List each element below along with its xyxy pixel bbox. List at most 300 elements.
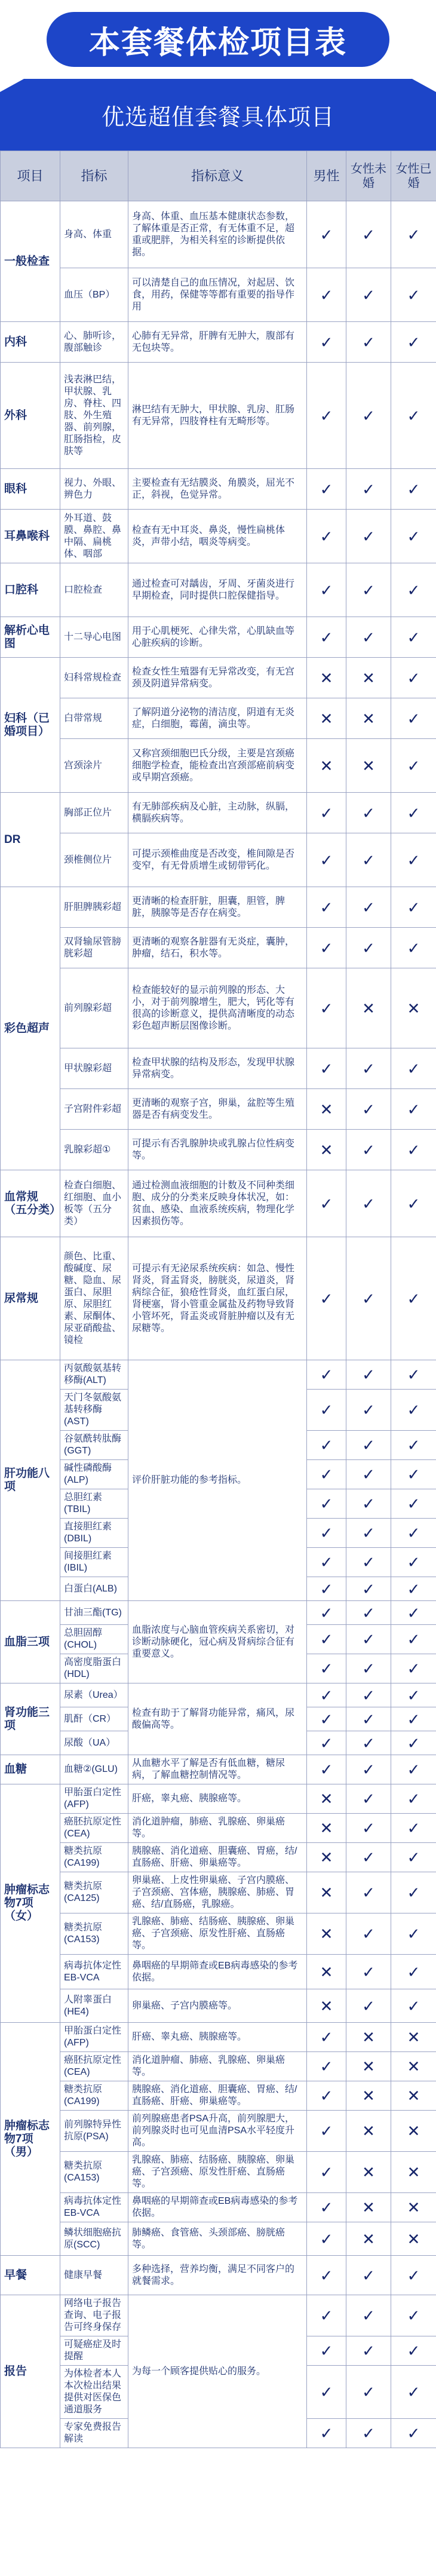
indicator-cell: 谷氨酰转肽酶(GGT) [60,1431,128,1460]
check-icon-male: ✓ [307,1625,346,1654]
meaning-cell: 乳腺癌、肺癌、结肠癌、胰腺癌、卵巢癌、子宫颈癌、原发性肝癌、直肠癌等。 [128,1913,307,1955]
indicator-cell: 糖类抗原(CA153) [60,2152,128,2193]
check-icon-female-unmarried: ✓ [346,928,391,968]
indicator-cell: 专家免费报告解读 [60,2419,128,2448]
project-cell: 外科 [1,363,60,469]
check-icon-female-unmarried: ✓ [346,1731,391,1755]
cross-icon-female-married: ✕ [391,2052,436,2081]
check-icon-male: ✓ [307,1048,346,1089]
check-icon-female-married: ✓ [391,1170,436,1237]
check-icon-female-married: ✓ [391,469,436,510]
check-icon-male: ✓ [307,1237,346,1360]
check-icon-female-married: ✓ [391,510,436,563]
indicator-cell: 总胆红素(TBIL) [60,1489,128,1519]
check-icon-female-married: ✓ [391,2256,436,2295]
table-header-row [1,151,436,201]
cross-icon-female-unmarried: ✕ [346,2023,391,2052]
meaning-cell: 检查有助于了解肾功能异常，痛风，尿酸偏高等。 [128,1683,307,1755]
header-female-unmarried: 女性未婚 [346,151,391,201]
check-icon-male: ✓ [307,2111,346,2152]
check-icon-male: ✓ [307,1460,346,1489]
check-icon-female-married: ✓ [391,2366,436,2419]
project-cell: 耳鼻喉科 [1,510,60,563]
table-row [1,1755,436,1784]
meaning-cell: 更清晰的观察子宫，卵巢，盆腔等生殖器是否有病变发生。 [128,1089,307,1130]
indicator-cell: 肝胆脾胰彩超 [60,887,128,928]
check-icon-female-unmarried: ✓ [346,1237,391,1360]
meaning-cell: 多种选择，营养均衡，满足不同客户的就餐需求。 [128,2256,307,2295]
meaning-cell: 血脂浓度与心脑血管疾病关系密切，对诊断动脉硬化，冠心病及肾病综合征有重要意义。 [128,1601,307,1683]
check-icon-male: ✓ [307,1170,346,1237]
check-icon-male: ✓ [307,968,346,1048]
table-row [1,510,436,563]
check-icon-male: ✓ [307,1431,346,1460]
check-icon-male: ✓ [307,2081,346,2111]
meaning-cell: 乳腺癌、肺癌、结肠癌、胰腺癌、卵巢癌、子宫颈癌、原发性肝癌、直肠癌等。 [128,2152,307,2193]
project-cell: DR [1,793,60,887]
cross-icon-female-married: ✕ [391,2222,436,2256]
table-row [1,1130,436,1170]
check-icon-female-unmarried: ✓ [346,1707,391,1731]
check-icon-male: ✓ [307,563,346,617]
indicator-cell: 人附睾蛋白(HE4) [60,1989,128,2023]
cross-icon-female-unmarried: ✕ [346,2193,391,2222]
check-icon-female-married: ✓ [391,322,436,363]
check-icon-male: ✓ [307,2152,346,2193]
check-icon-female-unmarried: ✓ [346,2366,391,2419]
indicator-cell: 前列腺特异性抗原(PSA) [60,2111,128,2152]
table-row [1,658,436,698]
check-icon-male: ✓ [307,1707,346,1731]
exam-items-table [0,151,436,2448]
check-icon-female-unmarried: ✓ [346,793,391,833]
indicator-cell: 间接胆红素(IBIL) [60,1548,128,1577]
indicator-cell: 为体检者本人本次检出结果提供对医保色通道服务 [60,2366,128,2419]
check-icon-male: ✓ [307,1755,346,1784]
indicator-cell: 糖类抗原(CA199) [60,1843,128,1872]
check-icon-female-married: ✓ [391,1784,436,1814]
table-row [1,2193,436,2222]
check-icon-male: ✓ [307,2366,346,2419]
check-icon-female-unmarried: ✓ [346,833,391,887]
meaning-cell: 可提示有否乳腺肿块或乳腺占位性病变等。 [128,1130,307,1170]
banner-corner-right [412,79,436,92]
check-icon-female-married: ✓ [391,1237,436,1360]
check-icon-female-unmarried: ✓ [346,2419,391,2448]
meaning-cell: 淋巴结有无肿大，甲状腺、乳房、肛肠有无异常，四肢脊柱有无畸形等。 [128,363,307,469]
check-icon-female-unmarried: ✓ [346,1872,391,1913]
meaning-cell: 鼻咽癌的早期筛查或EB病毒感染的参考依据。 [128,1955,307,1989]
indicator-cell: 子宫附件彩超 [60,1089,128,1130]
meaning-cell: 通过检测血液细胞的计数及不同种类细胞、成分的分类来反映身体状况，如：贫血、感染、血液系统疾病，物理化学因素损伤等。 [128,1170,307,1237]
check-icon-male: ✓ [307,2052,346,2081]
check-icon-female-unmarried: ✓ [346,1913,391,1955]
indicator-cell: 丙氨酸氨基转移酶(ALT) [60,1360,128,1390]
check-icon-female-unmarried: ✓ [346,1170,391,1237]
cross-icon-female-unmarried: ✕ [346,658,391,698]
project-cell: 口腔科 [1,563,60,617]
indicator-cell: 碱性磷酸酶(ALP) [60,1460,128,1489]
check-icon-male: ✓ [307,1654,346,1683]
meaning-cell: 肝癌，睾丸癌、胰腺癌等。 [128,1784,307,1814]
check-icon-female-unmarried: ✓ [346,2256,391,2295]
header-male: 男性 [307,151,346,201]
check-icon-female-unmarried: ✓ [346,1360,391,1390]
check-icon-female-unmarried: ✓ [346,1519,391,1548]
check-icon-female-unmarried: ✓ [346,1431,391,1460]
indicator-cell: 视力、外眼、辨色力 [60,469,128,510]
check-icon-female-married: ✓ [391,1548,436,1577]
project-cell: 肿瘤标志物7项（女） [1,1784,60,2023]
meaning-cell: 卵巢癌、上皮性卵巢癌、子宫内膜癌、子宫颈癌、宫体癌，胰腺癌、肺癌、胃癌、结/直肠癌，乳腺癌。 [128,1872,307,1913]
meaning-cell: 肺鳞癌、食管癌、头颈部癌、膀胱癌等。 [128,2222,307,2256]
indicator-cell: 甲状腺彩超 [60,1048,128,1089]
header-meaning: 指标意义 [128,151,307,201]
meaning-cell: 了解阴道分泌物的清洁度，阴道有无炎症，白细胞，霉菌，滴虫等。 [128,698,307,739]
check-icon-female-unmarried: ✓ [346,1130,391,1170]
meaning-cell: 可以清楚自己的血压情况，対起居、饮食，用药，保健等等都有重要的指导作用 [128,268,307,322]
check-icon-female-unmarried: ✓ [346,2336,391,2366]
cross-icon-male: ✕ [307,1843,346,1872]
indicator-cell: 口腔检查 [60,563,128,617]
indicator-cell: 可疑癌症及时提醒 [60,2336,128,2366]
meaning-cell: 消化道肿瘤，肺癌、乳腺癌、卵巢癌等。 [128,1814,307,1843]
meaning-cell: 又称宫颈细胞巴氏分级，主要是宫颈癌细胞学检查，能检查出宫颈部癌前病变或早期宫颈癌。 [128,739,307,793]
project-cell: 血常规（五分类） [1,1170,60,1237]
cross-icon-female-unmarried: ✕ [346,2052,391,2081]
indicator-cell: 血压（BP） [60,268,128,322]
check-icon-male: ✓ [307,2222,346,2256]
table-row [1,1089,436,1130]
indicator-cell: 尿素（Urea） [60,1683,128,1707]
check-icon-female-unmarried: ✓ [346,1843,391,1872]
indicator-cell: 血糖②(GLU) [60,1755,128,1784]
indicator-cell: 甘油三酯(TG) [60,1601,128,1625]
cross-icon-male: ✕ [307,1913,346,1955]
indicator-cell: 直接胆红素(DBIL) [60,1519,128,1548]
check-icon-female-unmarried: ✓ [346,1755,391,1784]
check-icon-female-married: ✓ [391,1601,436,1625]
cross-icon-female-unmarried: ✕ [346,698,391,739]
meaning-cell: 检查能较好的显示前列腺的形态、大小，对于前列腺增生，肥大，钙化等有很高的诊断意义，提供高清晰度的动态彩色超声断层图像诊断。 [128,968,307,1048]
table-row [1,793,436,833]
meaning-cell: 检查甲状腺的结构及形态，发现甲状腺异常病变。 [128,1048,307,1089]
cross-icon-male: ✕ [307,1814,346,1843]
indicator-cell: 癌胚抗原定性(CEA) [60,1814,128,1843]
check-icon-male: ✓ [307,268,346,322]
header-female-married: 女性已婚 [391,151,436,201]
check-icon-male: ✓ [307,1390,346,1431]
project-cell: 肿瘤标志物7项（男） [1,2023,60,2256]
check-icon-female-unmarried: ✓ [346,201,391,268]
meaning-cell: 消化道肿瘤、肺癌、乳腺癌、卵巢癌等。 [128,2052,307,2081]
cross-icon-male: ✕ [307,1130,346,1170]
meaning-cell: 胰腺癌、消化道癌、胆囊癌、胃癌、结/直肠癌、肝癌、卵巢癌等。 [128,2081,307,2111]
check-icon-female-married: ✓ [391,363,436,469]
meaning-cell: 可提示有无泌尿系统疾病：如急、慢性肾炎，肾盂肾炎，膀胱炎，尿道炎，肾病综合征，狼疮性肾炎，血红蛋白尿，肾梗塞，肾小管重金属盐及药物导致肾小管坏死，肾盂炎或肾脏肿瘤以及有无尿糖等。 [128,1237,307,1360]
check-icon-female-married: ✓ [391,739,436,793]
cross-icon-female-unmarried: ✕ [346,2222,391,2256]
check-icon-male: ✓ [307,1683,346,1707]
table-row [1,363,436,469]
cross-icon-female-married: ✕ [391,2111,436,2152]
check-icon-female-married: ✓ [391,928,436,968]
meaning-cell: 通过检查可对龋齿，牙周、牙菌炎进行早期检查，同时提供口腔保健指导。 [128,563,307,617]
table-row [1,2111,436,2152]
check-icon-female-married: ✓ [391,1654,436,1683]
check-icon-male: ✓ [307,1577,346,1601]
check-icon-female-unmarried: ✓ [346,617,391,658]
meaning-cell: 评价肝脏功能的参考指标。 [128,1360,307,1601]
table-row [1,2023,436,2052]
title-header [0,0,436,79]
project-cell: 血糖 [1,1755,60,1784]
table-row [1,563,436,617]
project-cell: 肝功能八项 [1,1360,60,1601]
indicator-cell: 宫颈涂片 [60,739,128,793]
check-icon-female-married: ✓ [391,1390,436,1431]
table-row [1,1170,436,1237]
indicator-cell: 高密度脂蛋白(HDL) [60,1654,128,1683]
check-icon-male: ✓ [307,2336,346,2366]
check-icon-female-married: ✓ [391,1360,436,1390]
check-icon-female-unmarried: ✓ [346,268,391,322]
table-row [1,1843,436,1872]
table-row [1,268,436,322]
check-icon-female-married: ✓ [391,1489,436,1519]
check-icon-female-unmarried: ✓ [346,1390,391,1431]
indicator-cell: 身高、体重 [60,201,128,268]
project-cell: 妇科（已婚项目） [1,658,60,793]
check-icon-female-married: ✓ [391,1955,436,1989]
cross-icon-male: ✕ [307,1989,346,2023]
meaning-cell: 检查女性生殖器有无异常改变，有无宫颈及阴道异常病变。 [128,658,307,698]
table-row [1,322,436,363]
check-icon-female-unmarried: ✓ [346,1625,391,1654]
check-icon-male: ✓ [307,322,346,363]
cross-icon-male: ✕ [307,1955,346,1989]
meaning-cell: 更清晰的检查肝脏，胆囊，胆管，脾脏，胰腺等是否存在病变。 [128,887,307,928]
indicator-cell: 十二导心电图 [60,617,128,658]
table-row [1,2052,436,2081]
meaning-cell: 检查有无中耳炎、鼻炎，慢性扁桃体炎，声带小结，咽炎等病变。 [128,510,307,563]
table-row [1,1872,436,1913]
meaning-cell: 鼻咽癌的早期筛查或EB病毒感染的参考依据。 [128,2193,307,2222]
table-body [1,201,436,2448]
check-icon-male: ✓ [307,2256,346,2295]
cross-icon-female-married: ✕ [391,968,436,1048]
check-icon-male: ✓ [307,1601,346,1625]
cross-icon-female-married: ✕ [391,2193,436,2222]
project-cell: 解析心电图 [1,617,60,658]
indicator-cell: 白带常规 [60,698,128,739]
project-cell: 尿常规 [1,1237,60,1360]
cross-icon-female-unmarried: ✕ [346,739,391,793]
check-icon-female-married: ✓ [391,1130,436,1170]
check-icon-male: ✓ [307,1548,346,1577]
check-icon-female-married: ✓ [391,1683,436,1707]
project-cell: 血脂三项 [1,1601,60,1683]
indicator-cell: 肌酐（CR） [60,1707,128,1731]
project-cell: 内科 [1,322,60,363]
check-icon-female-married: ✓ [391,1089,436,1130]
indicator-cell: 病毒抗体定性EB-VCA [60,2193,128,2222]
meaning-cell: 有无肺部疾病及心脏，主动脉，纵膈，横膈疾病等。 [128,793,307,833]
subtitle-banner [0,79,436,151]
table-row [1,1989,436,2023]
check-icon-female-unmarried: ✓ [346,1814,391,1843]
project-cell: 早餐 [1,2256,60,2295]
check-icon-female-married: ✓ [391,1814,436,1843]
check-icon-male: ✓ [307,2023,346,2052]
check-icon-female-married: ✓ [391,1519,436,1548]
meaning-cell: 用于心肌梗死、心律失常，心肌缺血等心脏疾病的诊断。 [128,617,307,658]
indicator-cell: 糖类抗原(CA153) [60,1913,128,1955]
table-row [1,469,436,510]
cross-icon-male: ✕ [307,1089,346,1130]
cross-icon-male: ✕ [307,1784,346,1814]
header-indicator: 指标 [60,151,128,201]
check-icon-female-married: ✓ [391,1989,436,2023]
cross-icon-female-married: ✕ [391,2023,436,2052]
indicator-cell: 心、肺听诊，腹部触诊 [60,322,128,363]
project-cell: 肾功能三项 [1,1683,60,1755]
meaning-cell: 从血糖水平了解是否有低血糖，糖尿病，了解血糖控制情况等。 [128,1755,307,1784]
indicator-cell: 糖类抗原(CA125) [60,1872,128,1913]
indicator-cell: 胸部正位片 [60,793,128,833]
check-icon-female-married: ✓ [391,563,436,617]
check-icon-female-unmarried: ✓ [346,563,391,617]
table-row [1,1784,436,1814]
project-cell: 报告 [1,2295,60,2448]
check-icon-male: ✓ [307,833,346,887]
indicator-cell: 健康早餐 [60,2256,128,2295]
table-row [1,1601,436,1625]
header-project: 项目 [1,151,60,201]
table-row [1,1955,436,1989]
indicator-cell: 浅表淋巴结，甲状腺、乳房、脊柱、四肢、外生殖器、前列腺，肛肠指检，皮肤等 [60,363,128,469]
check-icon-female-married: ✓ [391,887,436,928]
check-icon-female-married: ✓ [391,2295,436,2336]
cross-icon-female-married: ✕ [391,2081,436,2111]
check-icon-female-unmarried: ✓ [346,322,391,363]
check-icon-female-married: ✓ [391,617,436,658]
project-cell: 彩色超声 [1,887,60,1170]
check-icon-female-unmarried: ✓ [346,1683,391,1707]
check-icon-male: ✓ [307,2419,346,2448]
meaning-cell: 身高、体重、血压基本健康状态参数，了解体重是否正常，有无体重不足，超重或肥胖，为相关科室的诊断提供依据。 [128,201,307,268]
cross-icon-male: ✕ [307,1872,346,1913]
meaning-cell: 心肺有无异常，肝脾有无肿大，腹部有无包块等。 [128,322,307,363]
table-row [1,1814,436,1843]
indicator-cell: 双肾输尿管膀胱彩超 [60,928,128,968]
indicator-cell: 检查白细胞、红细胞、血小板等（五分类） [60,1170,128,1237]
table-row [1,1913,436,1955]
project-cell: 眼科 [1,469,60,510]
check-icon-female-married: ✓ [391,1843,436,1872]
check-icon-female-unmarried: ✓ [346,1784,391,1814]
indicator-cell: 鳞状细胞癌抗原(SCC) [60,2222,128,2256]
check-icon-female-married: ✓ [391,793,436,833]
check-icon-female-unmarried: ✓ [346,1048,391,1089]
table-row [1,833,436,887]
check-icon-female-unmarried: ✓ [346,1955,391,1989]
indicator-cell: 乳腺彩超① [60,1130,128,1170]
check-icon-male: ✓ [307,2295,346,2336]
check-icon-female-married: ✓ [391,2419,436,2448]
check-icon-female-married: ✓ [391,1707,436,1731]
check-icon-female-married: ✓ [391,1460,436,1489]
check-icon-female-married: ✓ [391,201,436,268]
table-row [1,2222,436,2256]
check-icon-male: ✓ [307,928,346,968]
table-row [1,1048,436,1089]
check-icon-female-unmarried: ✓ [346,1577,391,1601]
meaning-cell: 前列腺癌患者PSA升高，前列腺肥大，前列腺炎时也可见血清PSA水平轻度升高。 [128,2111,307,2152]
check-icon-male: ✓ [307,469,346,510]
meaning-cell: 胰腺癌、消化道癌、胆囊癌、胃癌，结/直肠癌、肝癌、卵巢癌等。 [128,1843,307,1872]
indicator-cell: 癌胚抗原定性(CEA) [60,2052,128,2081]
table-row [1,698,436,739]
check-icon-female-unmarried: ✓ [346,887,391,928]
table-row [1,2152,436,2193]
table-row [1,2256,436,2295]
check-icon-female-unmarried: ✓ [346,2295,391,2336]
check-icon-female-married: ✓ [391,268,436,322]
check-icon-male: ✓ [307,617,346,658]
check-icon-male: ✓ [307,363,346,469]
check-icon-male: ✓ [307,2193,346,2222]
check-icon-female-unmarried: ✓ [346,1989,391,2023]
meaning-cell: 肝癌、睾丸癌、胰腺癌等。 [128,2023,307,2052]
meaning-cell: 可提示颈椎曲度是否改变，椎间隙是否变窄，有无骨质增生或韧带钙化。 [128,833,307,887]
check-icon-female-unmarried: ✓ [346,1460,391,1489]
check-icon-male: ✓ [307,201,346,268]
check-icon-female-married: ✓ [391,1048,436,1089]
check-icon-female-unmarried: ✓ [346,1089,391,1130]
check-icon-male: ✓ [307,1731,346,1755]
check-icon-female-unmarried: ✓ [346,469,391,510]
banner-corner-left [0,79,24,92]
table-row [1,1360,436,1390]
meaning-cell: 更清晰的观察各脏器有无炎症，囊肿，肿瘤，结石，积水等。 [128,928,307,968]
indicator-cell: 总胆固醇(CHOL) [60,1625,128,1654]
cross-icon-female-unmarried: ✕ [346,968,391,1048]
table-row [1,1237,436,1360]
check-icon-female-married: ✓ [391,1731,436,1755]
cross-icon-male: ✕ [307,658,346,698]
check-icon-female-unmarried: ✓ [346,510,391,563]
cross-icon-male: ✕ [307,739,346,793]
meaning-cell: 主要检查有无结膜炎、角膜炎，屈光不正，斜视，色觉异常。 [128,469,307,510]
check-icon-male: ✓ [307,887,346,928]
check-icon-male: ✓ [307,510,346,563]
cross-icon-female-unmarried: ✕ [346,2081,391,2111]
table-row [1,928,436,968]
check-icon-male: ✓ [307,1519,346,1548]
table-row [1,739,436,793]
check-icon-female-unmarried: ✓ [346,363,391,469]
page-title: 本套餐体检项目表 [47,12,389,67]
check-icon-female-unmarried: ✓ [346,1489,391,1519]
check-icon-male: ✓ [307,793,346,833]
check-icon-female-married: ✓ [391,1755,436,1784]
check-icon-female-married: ✓ [391,658,436,698]
check-icon-female-married: ✓ [391,1872,436,1913]
meaning-cell: 卵巢癌、子宫内膜癌等。 [128,1989,307,2023]
table-row [1,2081,436,2111]
table-row [1,201,436,268]
